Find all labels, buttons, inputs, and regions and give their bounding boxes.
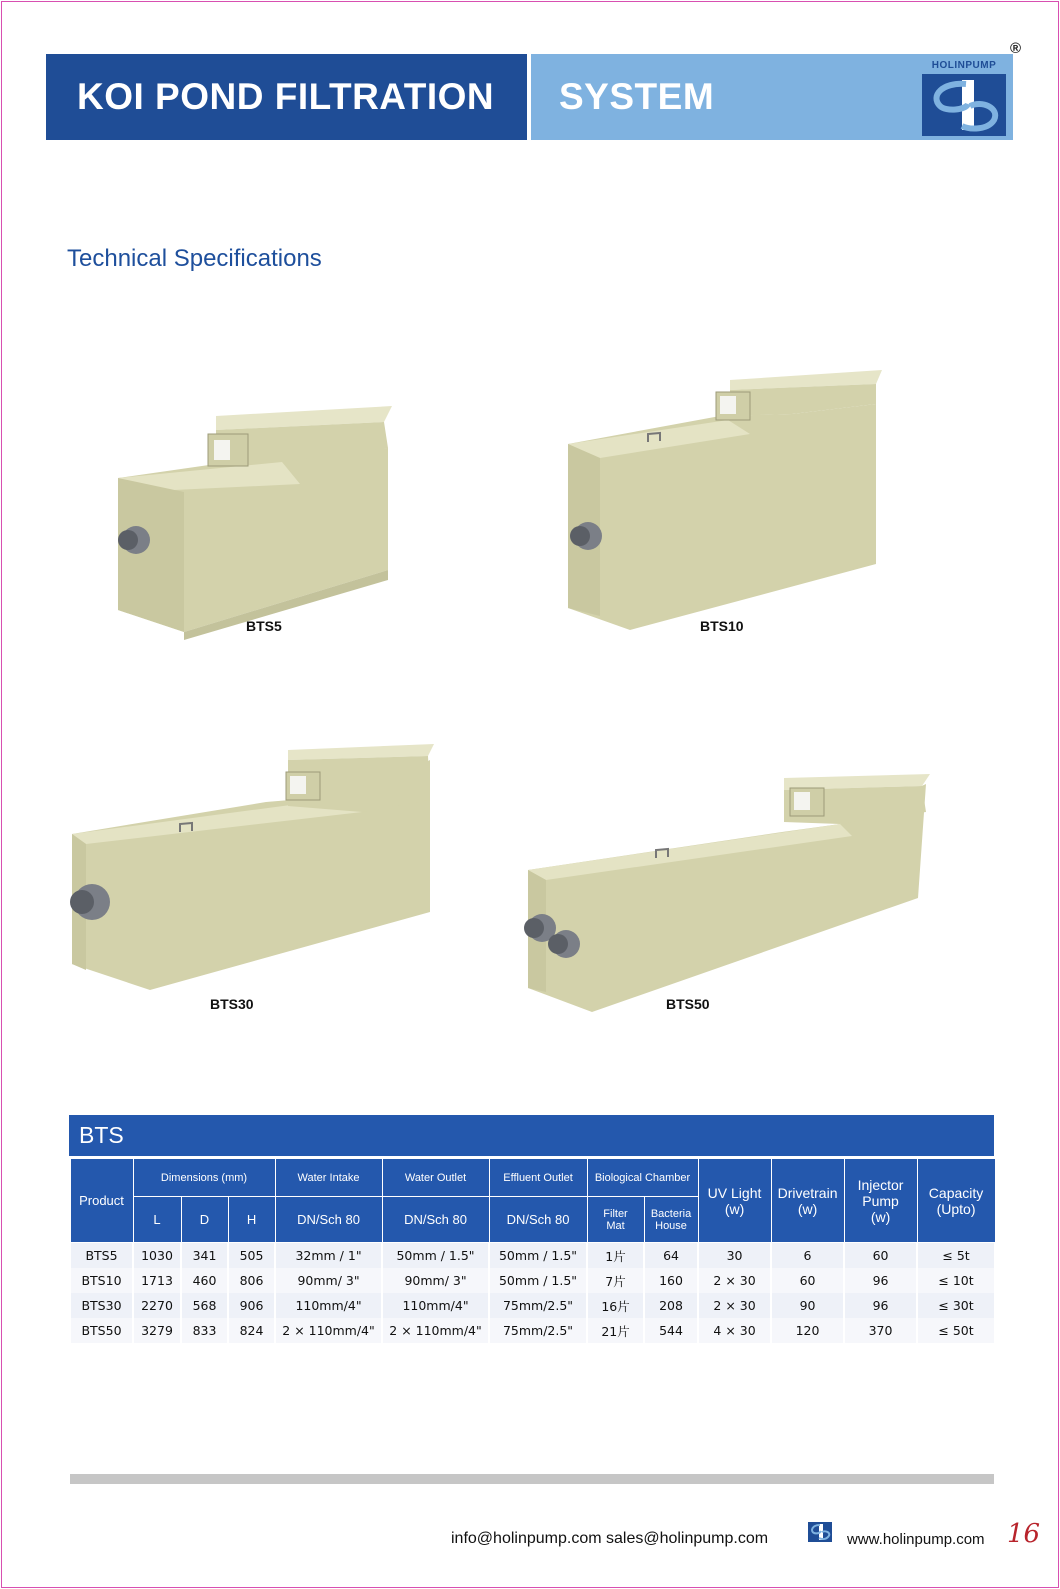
cell-drivetrain: 90: [771, 1293, 844, 1318]
cell-capacity: ≤ 50t: [917, 1318, 995, 1343]
banner-left: [46, 54, 527, 140]
cell-intake: 32mm / 1": [275, 1243, 382, 1269]
cell-capacity: ≤ 30t: [917, 1293, 995, 1318]
cell-effluent: 75mm/2.5": [489, 1293, 587, 1318]
product-label-bts5: BTS5: [246, 618, 282, 634]
th-uv-line2: (w): [724, 1200, 745, 1217]
th-intake-dn: DN/Sch 80: [275, 1197, 382, 1243]
th-bio-chamber: Biological Chamber: [587, 1159, 698, 1197]
cell-product: BTS10: [70, 1268, 133, 1293]
cell-product: BTS50: [70, 1318, 133, 1343]
th-dimensions: Dimensions (mm): [133, 1159, 275, 1197]
th-filter-mat-line2: Mat: [606, 1219, 625, 1232]
th-effluent-dn: DN/Sch 80: [489, 1197, 587, 1243]
cell-h: 824: [228, 1318, 275, 1343]
table-title: BTS: [69, 1115, 994, 1158]
section-title: Technical Specifications: [67, 245, 322, 272]
th-filter-mat: [587, 1197, 644, 1243]
cell-outlet: 90mm/ 3": [382, 1268, 489, 1293]
cell-injector: 370: [844, 1318, 917, 1343]
product-label-bts50: BTS50: [666, 996, 710, 1012]
th-dim-d: D: [181, 1197, 228, 1243]
th-drivetrain-line2: (w): [797, 1200, 818, 1217]
product-label-bts10: BTS10: [700, 618, 744, 634]
cell-effluent: 50mm / 1.5": [489, 1268, 587, 1293]
th-bacteria-house-line2: House: [655, 1219, 687, 1232]
cell-l: 2270: [133, 1293, 181, 1318]
registered-mark: ®: [1010, 40, 1022, 57]
tank-illustration: [112, 400, 412, 640]
table-row: [70, 1243, 995, 1269]
cell-intake: 2 × 110mm/4": [275, 1318, 382, 1343]
th-bacteria-house: [644, 1197, 698, 1243]
cell-outlet: 2 × 110mm/4": [382, 1318, 489, 1343]
cell-injector: 96: [844, 1268, 917, 1293]
cell-h: 906: [228, 1293, 275, 1318]
cell-uv: 30: [698, 1243, 771, 1269]
cell-d: 460: [181, 1268, 228, 1293]
cell-product: BTS5: [70, 1243, 133, 1269]
cell-uv: 2 × 30: [698, 1268, 771, 1293]
page-number: 16: [1007, 1519, 1041, 1549]
cell-injector: 60: [844, 1243, 917, 1269]
tank-illustration: [522, 772, 942, 1012]
th-uv-line1: UV Light: [707, 1184, 762, 1201]
th-injector-line1: Injector: [857, 1176, 904, 1193]
th-injector-line2: Pump: [862, 1192, 899, 1209]
footer-emails[interactable]: info@holinpump.com sales@holinpump.com: [451, 1530, 769, 1547]
cell-bacteria: 64: [644, 1243, 698, 1269]
cell-filter-mat: 21片: [587, 1318, 644, 1343]
banner-title-left: KOI POND FILTRATION: [77, 76, 495, 117]
cell-product: BTS30: [70, 1293, 133, 1318]
th-injector-line3: (w): [870, 1208, 891, 1225]
th-filter-mat-line1: Filter: [603, 1207, 628, 1220]
cell-drivetrain: 60: [771, 1268, 844, 1293]
tank-illustration: [66, 740, 446, 990]
th-capacity-line1: Capacity: [928, 1184, 984, 1201]
cell-outlet: 50mm / 1.5": [382, 1243, 489, 1269]
th-dim-l: L: [133, 1197, 181, 1243]
holinpump-logo-icon: [922, 74, 1006, 136]
tank-illustration: [560, 368, 890, 630]
product-bts50: [522, 772, 942, 1012]
product-bts10: [560, 368, 890, 630]
th-capacity-line2: (Upto): [936, 1200, 976, 1217]
cell-d: 833: [181, 1318, 228, 1343]
cell-bacteria: 160: [644, 1268, 698, 1293]
th-drivetrain-line1: Drivetrain: [777, 1184, 838, 1201]
cell-drivetrain: 120: [771, 1318, 844, 1343]
th-product: Product: [70, 1159, 133, 1243]
holinpump-logo: [918, 56, 1010, 138]
cell-intake: 90mm/ 3": [275, 1268, 382, 1293]
th-capacity: [917, 1159, 995, 1243]
th-uv: [698, 1159, 771, 1243]
cell-injector: 96: [844, 1293, 917, 1318]
th-injector: [844, 1159, 917, 1243]
product-label-bts30: BTS30: [210, 996, 254, 1012]
cell-h: 505: [228, 1243, 275, 1269]
table-row: [70, 1318, 995, 1343]
cell-effluent: 75mm/2.5": [489, 1318, 587, 1343]
footer-website[interactable]: www.holinpump.com: [847, 1531, 985, 1548]
cell-bacteria: 544: [644, 1318, 698, 1343]
cell-drivetrain: 6: [771, 1243, 844, 1269]
cell-l: 1030: [133, 1243, 181, 1269]
table-row: [70, 1268, 995, 1293]
cell-filter-mat: 1片: [587, 1243, 644, 1269]
spec-table: [69, 1115, 994, 1343]
footer-divider: [70, 1474, 994, 1484]
cell-uv: 4 × 30: [698, 1318, 771, 1343]
holinpump-small-logo-icon: [808, 1520, 834, 1544]
cell-intake: 110mm/4": [275, 1293, 382, 1318]
cell-bacteria: 208: [644, 1293, 698, 1318]
th-water-outlet: Water Outlet: [382, 1159, 489, 1197]
cell-capacity: ≤ 5t: [917, 1243, 995, 1269]
th-dim-h: H: [228, 1197, 275, 1243]
cell-d: 568: [181, 1293, 228, 1318]
th-drivetrain: [771, 1159, 844, 1243]
cell-effluent: 50mm / 1.5": [489, 1243, 587, 1269]
cell-capacity: ≤ 10t: [917, 1268, 995, 1293]
spec-table-grid: [69, 1158, 996, 1343]
cell-l: 1713: [133, 1268, 181, 1293]
cell-outlet: 110mm/4": [382, 1293, 489, 1318]
table-row: [70, 1293, 995, 1318]
cell-l: 3279: [133, 1318, 181, 1343]
banner-title-right: SYSTEM: [559, 76, 715, 117]
cell-filter-mat: 7片: [587, 1268, 644, 1293]
th-water-intake: Water Intake: [275, 1159, 382, 1197]
product-bts5: [112, 400, 412, 640]
cell-h: 806: [228, 1268, 275, 1293]
cell-filter-mat: 16片: [587, 1293, 644, 1318]
th-outlet-dn: DN/Sch 80: [382, 1197, 489, 1243]
th-effluent-outlet: Effluent Outlet: [489, 1159, 587, 1197]
logo-text: HOLINPUMP: [931, 60, 997, 71]
cell-uv: 2 × 30: [698, 1293, 771, 1318]
cell-d: 341: [181, 1243, 228, 1269]
product-bts30: [66, 740, 446, 990]
th-bacteria-house-line1: Bacteria: [650, 1207, 692, 1220]
